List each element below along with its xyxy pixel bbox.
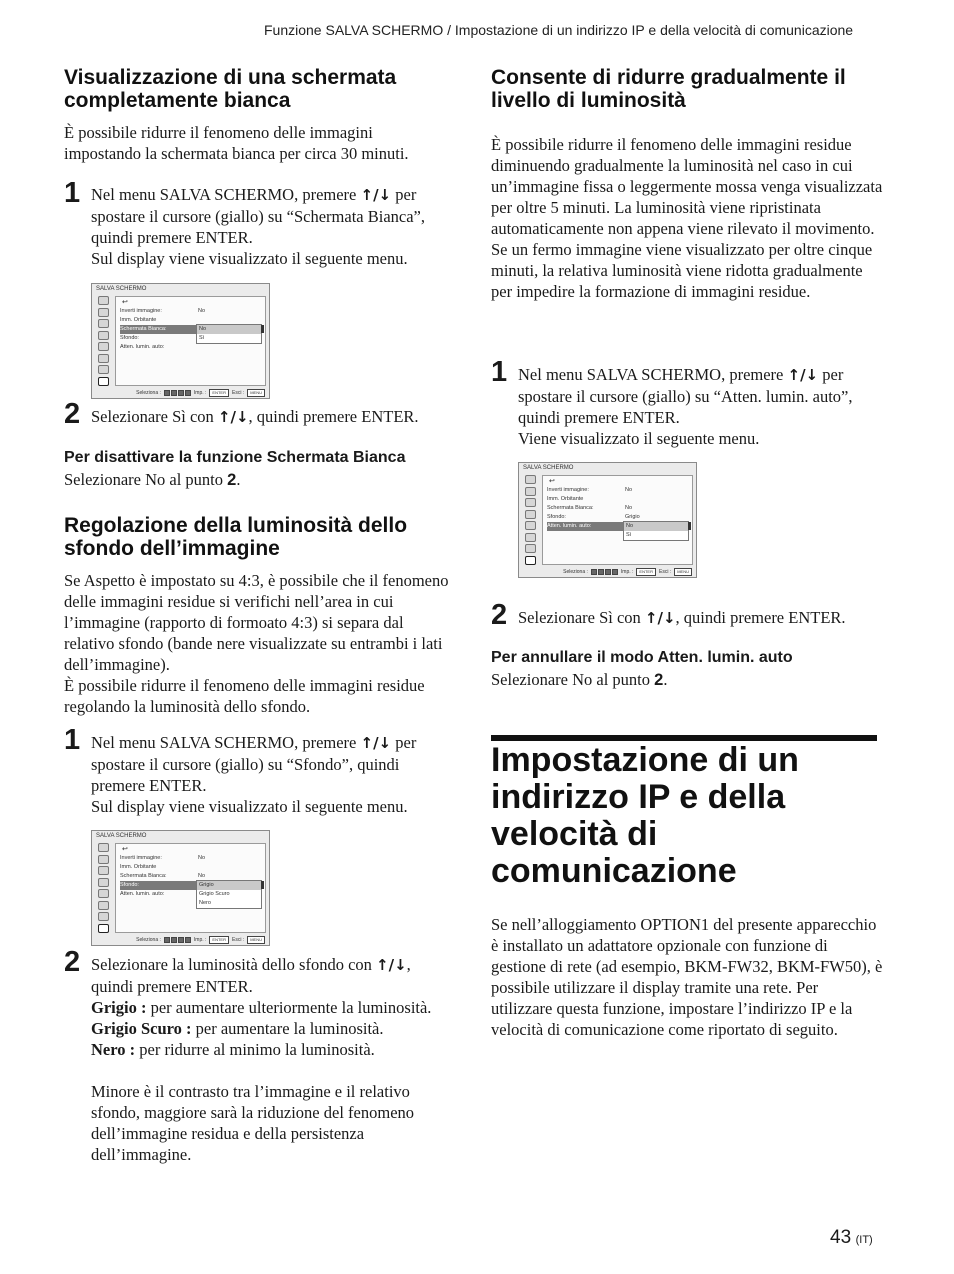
- menu-icon: [98, 843, 109, 852]
- text-part: .: [236, 470, 241, 489]
- menu-dropdown: [196, 880, 262, 909]
- up-down-arrow-icon: ↑/↓: [787, 366, 819, 384]
- section-title-auto-dim: Consente di ridurre gradualmente il livello di luminosità: [491, 66, 846, 112]
- menu-icon: [98, 878, 109, 887]
- menu-value: No: [625, 505, 633, 511]
- menu-icon: [98, 354, 109, 363]
- intro-paragraph: È possibile ridurre il fenomeno delle immagini residue regolando la luminosità dello sfondo.: [64, 676, 425, 716]
- menu-panel: [542, 475, 693, 565]
- menu-icon-column: [95, 296, 112, 386]
- menu-row: Sfondo:: [547, 514, 566, 520]
- menu-key-icon: MENU: [247, 936, 265, 944]
- footer-label: Imp. :: [193, 390, 207, 396]
- footer-label: Imp. :: [193, 937, 207, 943]
- menu-key-icon: MENU: [247, 389, 265, 397]
- menu-icon: [525, 544, 536, 553]
- chapter-title: Impostazione di un indirizzo IP e della velocità di comunicazione: [491, 741, 799, 890]
- menu-icon-selected: [98, 377, 109, 386]
- step-text-part: Selezionare Sì con: [518, 608, 645, 627]
- option-description: [91, 1018, 453, 1039]
- menu-icon-column: [522, 475, 539, 565]
- up-down-arrow-icon: ↑/↓: [217, 408, 249, 426]
- menu-icon: [98, 342, 109, 351]
- step-text: [91, 954, 453, 1165]
- enter-key-icon: ENTER: [209, 936, 229, 944]
- menu-row: Inverti immagine:: [547, 487, 589, 493]
- footer-label: Imp. :: [620, 569, 634, 575]
- option-text: per aumentare la luminosità.: [191, 1019, 384, 1038]
- section-intro-auto-dim: [491, 134, 883, 302]
- menu-panel: [115, 296, 266, 386]
- back-icon: ↩: [122, 846, 128, 853]
- intro-paragraph: Se Aspetto è impostato su 4:3, è possibile che il fenomeno delle immagini residue si verifichi nell’area in cui l’immagine (rapporto di formoato 4:3) si separa dal relativo sfondo (bande nere visualizzate su entrambi i lati dell’immagine).: [64, 571, 449, 674]
- footer-label: Seleziona :: [136, 937, 161, 943]
- page-language: (IT): [855, 1234, 873, 1246]
- subheading: Per annullare il modo Atten. lumin. auto: [491, 649, 793, 666]
- menu-icon: [98, 331, 109, 340]
- menu-row: Imm. Orbitante: [547, 496, 584, 502]
- step-text-part: Nel menu SALVA SCHERMO, premere: [518, 365, 788, 384]
- step-text-part: , quindi premere ENTER.: [91, 955, 411, 996]
- menu-screenshot-background: [91, 830, 270, 946]
- menu-row: Imm. Orbitante: [120, 317, 157, 323]
- menu-value: No: [198, 308, 206, 314]
- menu-value: Grigio: [625, 514, 640, 520]
- up-down-arrow-icon: ↑/↓: [360, 734, 392, 752]
- step-text-part: Selezionare Sì con: [91, 407, 218, 426]
- intro-paragraph: Se un fermo immagine viene visualizzato per oltre cinque minuti, la relativa luminosità viene ridotta gradualmente per impedire la formazione di immagini residue.: [491, 240, 873, 301]
- option-label: Nero :: [91, 1040, 136, 1059]
- menu-row: Inverti immagine:: [120, 308, 162, 314]
- step-text-part: Viene visualizzato il seguente menu.: [518, 429, 760, 448]
- step-reference: 2: [654, 671, 664, 689]
- scroll-indicator: [688, 522, 691, 530]
- menu-icon: [98, 319, 109, 328]
- option-label: Grigio Scuro :: [91, 1019, 192, 1038]
- menu-icon: [98, 855, 109, 864]
- step-number: 1: [64, 177, 81, 209]
- menu-value: No: [198, 873, 206, 879]
- section-title-background: Regolazione della luminosità dello sfondo dell’immagine: [64, 514, 408, 560]
- menu-footer: [136, 389, 265, 397]
- footer-label: Seleziona :: [136, 390, 161, 396]
- menu-row: Schermata Bianca:: [120, 873, 167, 879]
- step-number: 1: [64, 724, 81, 756]
- step-text-part: , quindi premere ENTER.: [248, 407, 419, 426]
- menu-option: Grigio Scuro: [199, 891, 230, 897]
- chapter-intro: Se nell’alloggiamento OPTION1 del presente apparecchio è installato un adattatore opzionale con funzione di gestione di rete (ad esempio, BKM-FW32, BKM-FW50), è possibile utilizzare il display tramite una rete. Per utilizzare questa funzione, impostare l’indirizzo IP e la velocità di comunicazione come riportato di seguito.: [491, 915, 883, 1039]
- menu-key-icon: MENU: [674, 568, 692, 576]
- subheading-text: [491, 669, 883, 691]
- menu-row: Atten. lumin. auto:: [120, 891, 165, 897]
- step-text-part: Nel menu SALVA SCHERMO, premere: [91, 185, 361, 204]
- menu-icon-selected: [98, 924, 109, 933]
- menu-icon: [98, 901, 109, 910]
- menu-option-label: No: [626, 523, 634, 529]
- menu-title: SALVA SCHERMO: [96, 286, 147, 292]
- menu-icon: [98, 308, 109, 317]
- enter-key-icon: ENTER: [209, 389, 229, 397]
- section-intro-white-screen: È possibile ridurre il fenomeno delle immagini impostando la schermata bianca per circa 30 minuti.: [64, 123, 409, 163]
- section-title-white-screen: Visualizzazione di una schermata completamente bianca: [64, 66, 397, 112]
- footer-label: Esci :: [231, 390, 245, 396]
- menu-icon: [525, 475, 536, 484]
- menu-row: Sfondo:: [120, 335, 139, 341]
- menu-icon-column: [95, 843, 112, 933]
- menu-icon: [98, 889, 109, 898]
- option-description: [91, 997, 453, 1018]
- menu-icon: [98, 365, 109, 374]
- text-part: .: [663, 670, 668, 689]
- menu-row: Schermata Bianca:: [547, 505, 594, 511]
- menu-panel: [115, 843, 266, 933]
- arrow-keys-icon: [164, 937, 191, 943]
- back-icon: ↩: [549, 478, 555, 485]
- menu-row: Inverti immagine:: [120, 855, 162, 861]
- intro-paragraph: È possibile ridurre il fenomeno delle immagini residue diminuendo gradualmente la luminosità nel caso in cui un’immagine fissa o leggermente mossa venga visualizzata per oltre 5 minuti. La luminosità viene ripristinata automaticamente non appena viene rilevato il movimento.: [491, 135, 883, 238]
- menu-option-selected: [624, 522, 688, 531]
- up-down-arrow-icon: ↑/↓: [644, 609, 676, 627]
- menu-footer: [136, 936, 265, 944]
- menu-icon: [98, 912, 109, 921]
- step-text: [518, 607, 882, 629]
- menu-row-highlighted: Sfondo:: [120, 881, 196, 890]
- menu-footer: [563, 568, 692, 576]
- menu-row: Imm. Orbitante: [120, 864, 157, 870]
- menu-screenshot-white-screen: [91, 283, 270, 399]
- arrow-keys-icon: [591, 569, 618, 575]
- step-reference: 2: [227, 471, 237, 489]
- menu-icon: [98, 866, 109, 875]
- menu-icon-selected: [525, 556, 536, 565]
- menu-row: Atten. lumin. auto:: [120, 344, 165, 350]
- footer-label: Esci :: [231, 937, 245, 943]
- menu-title: SALVA SCHERMO: [96, 833, 147, 839]
- text-part: Selezionare No al punto: [491, 670, 655, 689]
- menu-option-label: No: [199, 326, 207, 332]
- option-text: per aumentare ulteriormente la luminosità.: [146, 998, 432, 1017]
- option-label: Grigio :: [91, 998, 147, 1017]
- step-text: [91, 184, 453, 269]
- running-head: Funzione SALVA SCHERMO / Impostazione di un indirizzo IP e della velocità di comunicazione: [264, 22, 854, 38]
- option-description: [91, 1039, 453, 1060]
- menu-icon: [525, 533, 536, 542]
- step-number: 2: [491, 599, 508, 631]
- menu-title: SALVA SCHERMO: [523, 465, 574, 471]
- step-number: 1: [491, 356, 508, 388]
- subheading: Per disattivare la funzione Schermata Bianca: [64, 449, 406, 466]
- menu-screenshot-auto-dim: [518, 462, 697, 578]
- step-text-part: Nel menu SALVA SCHERMO, premere: [91, 733, 361, 752]
- menu-row-highlighted: Atten. lumin. auto:: [547, 522, 623, 531]
- menu-icon: [525, 498, 536, 507]
- page-number-value: 43: [830, 1227, 852, 1248]
- step-text-part: per spostare il cursore (giallo) su “Atten. lumin. auto”, quindi premere ENTER.: [518, 365, 853, 427]
- option-text: per ridurre al minimo la luminosità.: [135, 1040, 375, 1059]
- up-down-arrow-icon: ↑/↓: [360, 186, 392, 204]
- step-text-part: per spostare il cursore (giallo) su “Schermata Bianca”, quindi premere ENTER.: [91, 185, 425, 247]
- note-text: Minore è il contrasto tra l’immagine e il relativo sfondo, maggiore sarà la riduzione del fenomeno dell’immagine residua e della persistenza dell’immagine.: [91, 1082, 415, 1164]
- step-text-part: Selezionare la luminosità dello sfondo con: [91, 955, 377, 974]
- menu-value: No: [198, 855, 206, 861]
- step-text: [91, 406, 453, 428]
- menu-dropdown: [623, 521, 689, 541]
- arrow-keys-icon: [164, 390, 191, 396]
- step-text: [91, 732, 453, 817]
- footer-label: Seleziona :: [563, 569, 588, 575]
- page-number: [830, 1227, 873, 1249]
- step-text-part: Sul display viene visualizzato il seguente menu.: [91, 249, 408, 268]
- menu-option-selected: [197, 325, 261, 334]
- up-down-arrow-icon: ↑/↓: [376, 956, 407, 974]
- step-text: [518, 364, 882, 449]
- footer-label: Esci :: [658, 569, 672, 575]
- menu-option-label: Grigio: [199, 882, 214, 888]
- menu-row-highlighted: Schermata Bianca:: [120, 325, 196, 334]
- step-number: 2: [64, 946, 81, 978]
- menu-option: Sì: [626, 532, 632, 538]
- menu-icon: [525, 521, 536, 530]
- text-part: Selezionare No al punto: [64, 470, 228, 489]
- step-text-part: per spostare il cursore (giallo) su “Sfondo”, quindi premere ENTER.: [91, 733, 417, 795]
- back-icon: ↩: [122, 299, 128, 306]
- menu-option: Nero: [199, 900, 211, 906]
- scroll-indicator: [261, 881, 264, 889]
- menu-icon: [525, 510, 536, 519]
- menu-value: No: [625, 487, 633, 493]
- step-number: 2: [64, 398, 81, 430]
- step-text-part: Sul display viene visualizzato il seguente menu.: [91, 797, 408, 816]
- menu-icon: [525, 487, 536, 496]
- menu-option-selected: [197, 881, 261, 890]
- step-text-part: , quindi premere ENTER.: [675, 608, 846, 627]
- menu-icon: [98, 296, 109, 305]
- menu-option: Sì: [199, 335, 205, 341]
- section-intro-background: [64, 570, 454, 717]
- menu-dropdown: [196, 324, 262, 344]
- scroll-indicator: [261, 325, 264, 333]
- subheading-text: [64, 469, 454, 491]
- enter-key-icon: ENTER: [636, 568, 656, 576]
